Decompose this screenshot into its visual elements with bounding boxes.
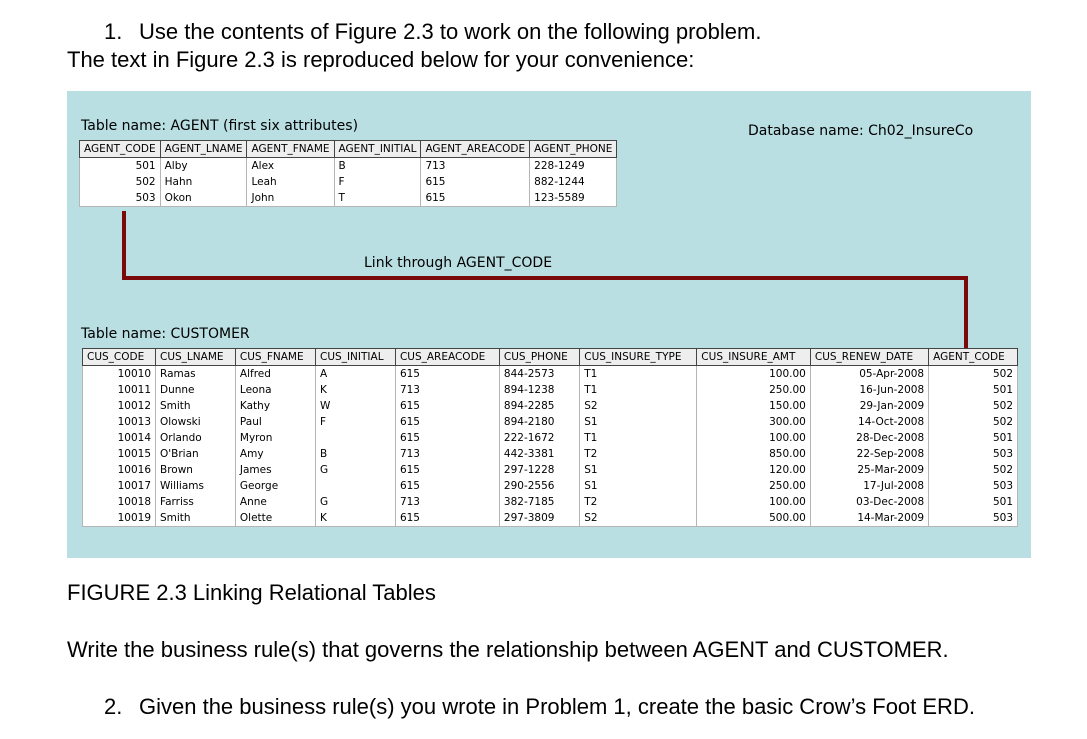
customer-cell-cus-insure-amt: 100.00 bbox=[697, 430, 811, 446]
customer-cell-cus-areacode: 615 bbox=[395, 430, 499, 446]
customer-cell-cus-areacode: 615 bbox=[395, 414, 499, 430]
customer-cell-agent-code: 503 bbox=[929, 510, 1018, 527]
customer-table-row bbox=[83, 366, 1018, 383]
link-line-right bbox=[964, 276, 968, 349]
customer-cell-agent-code: 502 bbox=[929, 462, 1018, 478]
agent-header-agent-areacode: AGENT_AREACODE bbox=[421, 141, 530, 158]
customer-cell-cus-insure-amt: 250.00 bbox=[697, 382, 811, 398]
agent-cell-agent-initial: T bbox=[334, 190, 421, 207]
customer-cell-agent-code: 503 bbox=[929, 478, 1018, 494]
agent-header-agent-lname: AGENT_LNAME bbox=[160, 141, 247, 158]
agent-cell-agent-code: 503 bbox=[80, 190, 161, 207]
customer-cell-cus-insure-type: S1 bbox=[580, 462, 697, 478]
customer-cell-cus-insure-amt: 500.00 bbox=[697, 510, 811, 527]
customer-cell-cus-renew-date: 03-Dec-2008 bbox=[810, 494, 928, 510]
customer-cell-cus-insure-amt: 250.00 bbox=[697, 478, 811, 494]
agent-cell-agent-lname: Alby bbox=[160, 158, 247, 175]
customer-cell-cus-lname: Orlando bbox=[156, 430, 236, 446]
agent-header-agent-fname: AGENT_FNAME bbox=[247, 141, 334, 158]
customer-cell-cus-renew-date: 29-Jan-2009 bbox=[810, 398, 928, 414]
agent-table-row bbox=[80, 174, 617, 190]
customer-cell-cus-phone: 382-7185 bbox=[499, 494, 579, 510]
customer-cell-cus-lname: Brown bbox=[156, 462, 236, 478]
customer-cell-cus-lname: Smith bbox=[156, 510, 236, 527]
customer-cell-cus-lname: Williams bbox=[156, 478, 236, 494]
problem1-number: 1. bbox=[104, 19, 123, 44]
customer-cell-cus-insure-type: S2 bbox=[580, 398, 697, 414]
agent-header-agent-code: AGENT_CODE bbox=[80, 141, 161, 158]
customer-cell-cus-code: 10014 bbox=[83, 430, 156, 446]
customer-table-row bbox=[83, 478, 1018, 494]
customer-cell-cus-phone: 297-3809 bbox=[499, 510, 579, 527]
customer-cell-cus-insure-amt: 100.00 bbox=[697, 366, 811, 383]
customer-cell-cus-insure-amt: 300.00 bbox=[697, 414, 811, 430]
customer-header-cus-fname: CUS_FNAME bbox=[235, 349, 315, 366]
agent-cell-agent-code: 501 bbox=[80, 158, 161, 175]
customer-cell-cus-insure-type: T2 bbox=[580, 446, 697, 462]
customer-cell-cus-initial: K bbox=[316, 382, 396, 398]
customer-header-cus-code: CUS_CODE bbox=[83, 349, 156, 366]
agent-cell-agent-phone: 882-1244 bbox=[530, 174, 617, 190]
problem2-number: 2. bbox=[104, 694, 123, 719]
customer-cell-agent-code: 502 bbox=[929, 398, 1018, 414]
customer-cell-cus-areacode: 615 bbox=[395, 510, 499, 527]
agent-cell-agent-areacode: 615 bbox=[421, 190, 530, 207]
customer-cell-cus-initial: F bbox=[316, 414, 396, 430]
customer-cell-cus-phone: 894-2285 bbox=[499, 398, 579, 414]
agent-header-agent-phone: AGENT_PHONE bbox=[530, 141, 617, 158]
customer-cell-cus-renew-date: 22-Sep-2008 bbox=[810, 446, 928, 462]
customer-cell-cus-fname: Amy bbox=[235, 446, 315, 462]
customer-cell-cus-renew-date: 14-Mar-2009 bbox=[810, 510, 928, 527]
customer-table-row bbox=[83, 430, 1018, 446]
customer-cell-cus-areacode: 713 bbox=[395, 382, 499, 398]
customer-table-name: Table name: CUSTOMER bbox=[81, 326, 250, 342]
agent-cell-agent-areacode: 713 bbox=[421, 158, 530, 175]
customer-cell-cus-areacode: 615 bbox=[395, 366, 499, 383]
agent-cell-agent-phone: 123-5589 bbox=[530, 190, 617, 207]
customer-cell-cus-insure-amt: 850.00 bbox=[697, 446, 811, 462]
customer-cell-cus-insure-amt: 100.00 bbox=[697, 494, 811, 510]
agent-cell-agent-code: 502 bbox=[80, 174, 161, 190]
customer-cell-cus-insure-type: S1 bbox=[580, 414, 697, 430]
customer-cell-cus-initial bbox=[316, 430, 396, 446]
customer-cell-cus-lname: Ramas bbox=[156, 366, 236, 383]
customer-cell-cus-insure-amt: 120.00 bbox=[697, 462, 811, 478]
customer-cell-cus-phone: 844-2573 bbox=[499, 366, 579, 383]
customer-cell-cus-code: 10019 bbox=[83, 510, 156, 527]
figure-caption: FIGURE 2.3 Linking Relational Tables bbox=[67, 580, 436, 605]
customer-cell-cus-fname: George bbox=[235, 478, 315, 494]
agent-cell-agent-fname: John bbox=[247, 190, 334, 207]
customer-table-row bbox=[83, 446, 1018, 462]
agent-cell-agent-initial: B bbox=[334, 158, 421, 175]
customer-cell-cus-fname: Olette bbox=[235, 510, 315, 527]
customer-cell-cus-renew-date: 25-Mar-2009 bbox=[810, 462, 928, 478]
customer-cell-agent-code: 503 bbox=[929, 446, 1018, 462]
customer-cell-cus-initial: G bbox=[316, 462, 396, 478]
customer-cell-cus-areacode: 615 bbox=[395, 462, 499, 478]
customer-cell-cus-initial: K bbox=[316, 510, 396, 527]
link-line-left bbox=[122, 211, 126, 280]
customer-table-row bbox=[83, 510, 1018, 527]
question-text: Write the business rule(s) that governs the relationship between AGENT and CUSTOMER. bbox=[67, 637, 949, 662]
customer-cell-cus-insure-type: T1 bbox=[580, 366, 697, 383]
customer-cell-cus-code: 10012 bbox=[83, 398, 156, 414]
customer-cell-cus-code: 10016 bbox=[83, 462, 156, 478]
customer-cell-cus-areacode: 713 bbox=[395, 494, 499, 510]
customer-cell-cus-code: 10017 bbox=[83, 478, 156, 494]
customer-cell-cus-phone: 222-1672 bbox=[499, 430, 579, 446]
link-label: Link through AGENT_CODE bbox=[364, 255, 553, 271]
database-name: Database name: Ch02_InsureCo bbox=[748, 123, 974, 139]
customer-cell-cus-fname: Paul bbox=[235, 414, 315, 430]
customer-cell-cus-phone: 894-1238 bbox=[499, 382, 579, 398]
customer-table-row bbox=[83, 494, 1018, 510]
customer-cell-cus-initial: A bbox=[316, 366, 396, 383]
customer-cell-cus-code: 10013 bbox=[83, 414, 156, 430]
customer-cell-cus-lname: Smith bbox=[156, 398, 236, 414]
agent-cell-agent-fname: Alex bbox=[247, 158, 334, 175]
customer-table-row bbox=[83, 414, 1018, 430]
agent-table-name: Table name: AGENT (first six attributes) bbox=[81, 118, 359, 134]
agent-table-row bbox=[80, 190, 617, 207]
customer-cell-cus-renew-date: 14-Oct-2008 bbox=[810, 414, 928, 430]
customer-cell-cus-fname: James bbox=[235, 462, 315, 478]
customer-header-cus-insure-type: CUS_INSURE_TYPE bbox=[580, 349, 697, 366]
customer-cell-cus-initial: G bbox=[316, 494, 396, 510]
customer-cell-cus-code: 10015 bbox=[83, 446, 156, 462]
customer-header-cus-areacode: CUS_AREACODE bbox=[395, 349, 499, 366]
problem1-intro: Use the contents of Figure 2.3 to work on the following problem. bbox=[139, 19, 762, 44]
customer-table-row bbox=[83, 398, 1018, 414]
customer-cell-cus-insure-type: S2 bbox=[580, 510, 697, 527]
customer-cell-cus-renew-date: 16-Jun-2008 bbox=[810, 382, 928, 398]
customer-cell-cus-fname: Leona bbox=[235, 382, 315, 398]
customer-cell-cus-lname: Farriss bbox=[156, 494, 236, 510]
link-line-horizontal bbox=[122, 276, 968, 280]
customer-cell-agent-code: 501 bbox=[929, 382, 1018, 398]
customer-cell-cus-phone: 290-2556 bbox=[499, 478, 579, 494]
customer-cell-cus-lname: O'Brian bbox=[156, 446, 236, 462]
customer-cell-cus-fname: Alfred bbox=[235, 366, 315, 383]
customer-header-cus-insure-amt: CUS_INSURE_AMT bbox=[697, 349, 811, 366]
customer-cell-cus-renew-date: 28-Dec-2008 bbox=[810, 430, 928, 446]
customer-table-row bbox=[83, 382, 1018, 398]
customer-cell-cus-fname: Myron bbox=[235, 430, 315, 446]
figure-panel bbox=[67, 91, 1031, 558]
agent-table bbox=[79, 140, 617, 207]
customer-cell-cus-phone: 442-3381 bbox=[499, 446, 579, 462]
customer-cell-cus-areacode: 615 bbox=[395, 478, 499, 494]
customer-cell-cus-insure-type: T1 bbox=[580, 430, 697, 446]
customer-header-cus-initial: CUS_INITIAL bbox=[316, 349, 396, 366]
agent-cell-agent-lname: Okon bbox=[160, 190, 247, 207]
customer-table-row bbox=[83, 462, 1018, 478]
problem1-line2: The text in Figure 2.3 is reproduced below for your convenience: bbox=[67, 47, 695, 72]
customer-cell-cus-fname: Kathy bbox=[235, 398, 315, 414]
customer-cell-cus-insure-type: T1 bbox=[580, 382, 697, 398]
agent-header-agent-initial: AGENT_INITIAL bbox=[334, 141, 421, 158]
customer-cell-agent-code: 501 bbox=[929, 430, 1018, 446]
customer-cell-cus-code: 10011 bbox=[83, 382, 156, 398]
customer-cell-cus-phone: 894-2180 bbox=[499, 414, 579, 430]
agent-cell-agent-phone: 228-1249 bbox=[530, 158, 617, 175]
customer-cell-agent-code: 501 bbox=[929, 494, 1018, 510]
customer-cell-cus-fname: Anne bbox=[235, 494, 315, 510]
customer-table bbox=[82, 348, 1018, 527]
agent-cell-agent-lname: Hahn bbox=[160, 174, 247, 190]
agent-table-row bbox=[80, 158, 617, 175]
customer-cell-cus-areacode: 615 bbox=[395, 398, 499, 414]
problem2-text: Given the business rule(s) you wrote in Problem 1, create the basic Crow’s Foot ERD. bbox=[139, 694, 975, 719]
customer-cell-cus-renew-date: 05-Apr-2008 bbox=[810, 366, 928, 383]
customer-cell-agent-code: 502 bbox=[929, 414, 1018, 430]
customer-cell-cus-initial bbox=[316, 478, 396, 494]
customer-cell-cus-insure-amt: 150.00 bbox=[697, 398, 811, 414]
agent-cell-agent-fname: Leah bbox=[247, 174, 334, 190]
customer-cell-agent-code: 502 bbox=[929, 366, 1018, 383]
customer-cell-cus-lname: Olowski bbox=[156, 414, 236, 430]
customer-cell-cus-insure-type: T2 bbox=[580, 494, 697, 510]
customer-cell-cus-code: 10010 bbox=[83, 366, 156, 383]
customer-cell-cus-phone: 297-1228 bbox=[499, 462, 579, 478]
customer-cell-cus-initial: W bbox=[316, 398, 396, 414]
customer-cell-cus-initial: B bbox=[316, 446, 396, 462]
customer-cell-cus-code: 10018 bbox=[83, 494, 156, 510]
customer-cell-cus-insure-type: S1 bbox=[580, 478, 697, 494]
agent-cell-agent-areacode: 615 bbox=[421, 174, 530, 190]
customer-header-cus-renew-date: CUS_RENEW_DATE bbox=[810, 349, 928, 366]
customer-cell-cus-areacode: 713 bbox=[395, 446, 499, 462]
customer-header-cus-phone: CUS_PHONE bbox=[499, 349, 579, 366]
agent-cell-agent-initial: F bbox=[334, 174, 421, 190]
customer-cell-cus-renew-date: 17-Jul-2008 bbox=[810, 478, 928, 494]
customer-header-agent-code: AGENT_CODE bbox=[929, 349, 1018, 366]
customer-header-cus-lname: CUS_LNAME bbox=[156, 349, 236, 366]
customer-cell-cus-lname: Dunne bbox=[156, 382, 236, 398]
